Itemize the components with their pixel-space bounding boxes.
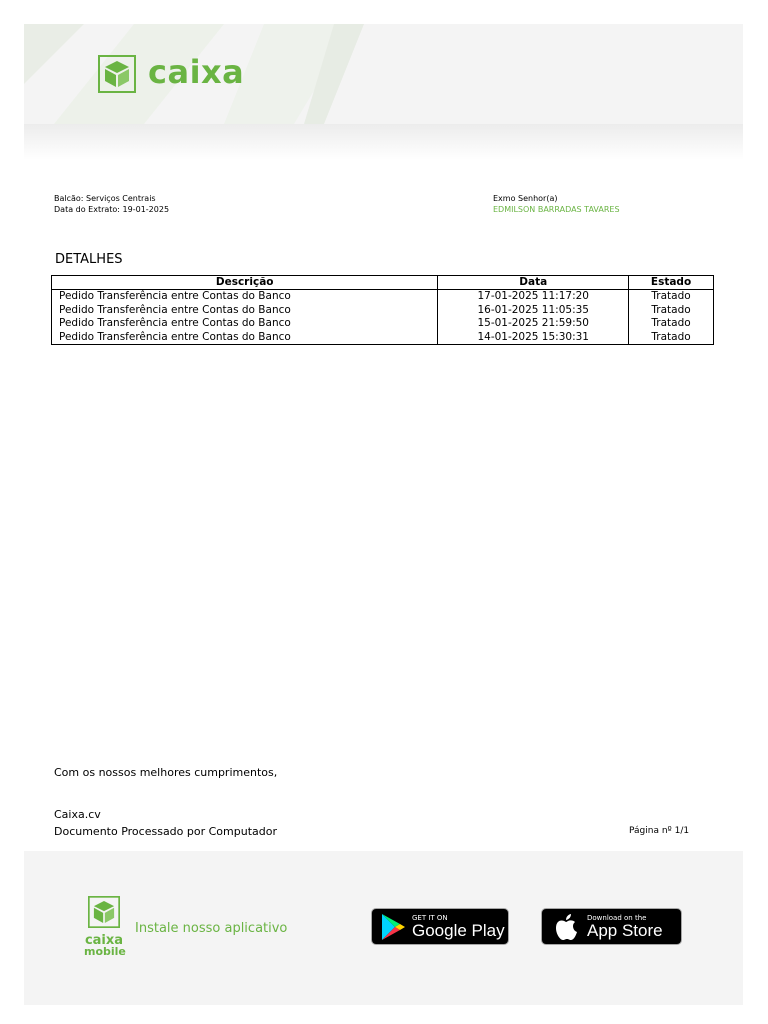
mobile-brand: caixa [84, 933, 124, 948]
column-header: Estado [629, 276, 714, 290]
column-header: Data [438, 276, 629, 290]
table-row [52, 290, 714, 304]
row-date: 15-01-2025 21:59:50 [438, 317, 629, 331]
site-link[interactable]: Caixa.cv [54, 808, 101, 821]
caixa-cube-icon [88, 896, 120, 928]
footer-banner [24, 851, 743, 1005]
app-store-label: App Store [587, 920, 663, 940]
row-date: 16-01-2025 11:05:35 [438, 304, 629, 318]
statement-info [54, 194, 169, 215]
caixa-cube-icon [98, 55, 136, 93]
customer-name: EDMILSON BARRADAS TAVARES [493, 204, 620, 214]
row-status: Tratado [629, 331, 714, 345]
brand-name: caixa [148, 53, 245, 91]
row-status: Tratado [629, 290, 714, 304]
table-row [52, 331, 714, 345]
google-play-small-text: GET IT ON [412, 913, 448, 922]
row-description: Pedido Transferência entre Contas do Banco [52, 304, 438, 318]
caixa-logo [98, 55, 244, 93]
row-status: Tratado [629, 304, 714, 318]
row-date: 17-01-2025 11:17:20 [438, 290, 629, 304]
apple-icon [554, 913, 578, 941]
row-description: Pedido Transferência entre Contas do Banco [52, 331, 438, 345]
google-play-icon [380, 913, 406, 941]
row-status: Tratado [629, 317, 714, 331]
branch-label: Balcão: Serviços Centrais [54, 194, 156, 203]
google-play-label: Google Play [412, 920, 505, 940]
row-description: Pedido Transferência entre Contas do Banco [52, 290, 438, 304]
processed-note: Documento Processado por Computador [54, 825, 277, 838]
install-text: Instale nosso aplicativo [135, 921, 288, 936]
table-row [52, 317, 714, 331]
caixa-mobile-logo [84, 896, 124, 957]
header-banner [24, 24, 743, 124]
header-shadow [24, 124, 743, 160]
salutation: Exmo Senhor(a) [493, 194, 558, 203]
details-title: DETALHES [55, 252, 123, 267]
column-header: Descrição [52, 276, 438, 290]
mobile-sub: mobile [84, 945, 126, 958]
row-date: 14-01-2025 15:30:31 [438, 331, 629, 345]
app-store-small-text: Download on the [587, 913, 647, 922]
statement-date: Data do Extrato: 19-01-2025 [54, 204, 170, 214]
table-row [52, 304, 714, 318]
page-number: Página nº 1/1 [629, 826, 690, 836]
details-table [51, 275, 714, 345]
closing-greeting: Com os nossos melhores cumprimentos, [54, 766, 278, 779]
app-store-button[interactable] [541, 908, 682, 945]
table-header-row [52, 276, 714, 290]
row-description: Pedido Transferência entre Contas do Banco [52, 317, 438, 331]
recipient-info [493, 194, 620, 215]
google-play-button[interactable] [371, 908, 509, 945]
